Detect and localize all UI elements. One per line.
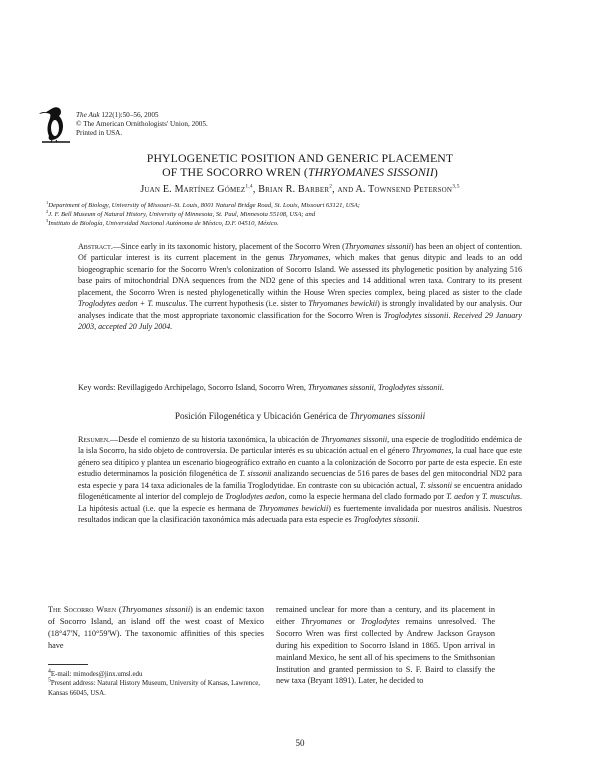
printed-in: Printed in USA. xyxy=(76,129,123,138)
resumen-species: T. sissonii xyxy=(419,480,452,490)
abstract-text: ) is strongly invalidated by our analysis. Our analyses indicate that the most appropriate taxonomic classification for the Socorro Wren is xyxy=(78,299,522,320)
body-text: ) is an endemic taxon of Socorro Island, an island off the west coast of Mexico (18°47'N, 110°59'W). The taxonomic affinities of this species have xyxy=(48,605,264,650)
body-text: ( xyxy=(116,605,122,614)
footnote-text: E-mail: mimodes@jinx.umsl.edu xyxy=(50,671,143,678)
abstract xyxy=(78,241,522,333)
affiliation xyxy=(46,210,576,219)
resumen-label: Resumen xyxy=(78,435,109,444)
author-name: Juan E. Martínez Gómez xyxy=(140,184,246,195)
keywords xyxy=(78,382,522,393)
journal-line xyxy=(76,111,208,120)
resumen-species: Thryomanes bewickii xyxy=(258,503,329,513)
copyright: © The American Ornithologists' Union, 2005. xyxy=(76,120,208,129)
title-line-2-suffix: ) xyxy=(433,165,438,179)
resumen-text: y xyxy=(473,492,483,502)
footnote xyxy=(48,679,266,698)
affiliation xyxy=(46,219,576,228)
abstract-text: Since early in its taxonomic history, placement of the Socorro Wren ( xyxy=(120,242,345,251)
author-name: A. Townsend Peterson xyxy=(355,184,453,195)
author-marks: 1,4 xyxy=(245,183,253,190)
resumen-text: , como la especie hermana del clado formado por xyxy=(284,492,447,502)
spanish-title xyxy=(30,411,570,421)
resumen-text: analizando secuencias de 516 pares de bases del gen mitocondrial ND2 para esta especie y para 14 taxa adicionales de la familia Troglodytidae. En contraste con su ubicación actual, xyxy=(78,469,522,490)
resumen-species: T. aedon xyxy=(446,492,474,502)
footnotes xyxy=(48,670,266,698)
spanish-title-text: Posición Filogenética y Ubicación Genérica de xyxy=(174,411,350,421)
resumen-species: T. musculus xyxy=(482,492,520,502)
abstract-species: Troglodytes aedon + T. musculus xyxy=(78,299,186,309)
abstract-species: Thryomanes sissonii xyxy=(344,242,411,251)
keywords-end: . xyxy=(441,383,444,392)
affiliation-mark: 2 xyxy=(46,208,49,214)
resumen-text: ) es fuertemente invalidada por nuestros análisis. Nuestros resultados indican que la clasificación taxonómica más adecuada para esta especie es xyxy=(78,503,522,525)
resumen-sep: .— xyxy=(108,435,119,444)
resumen-species: T. sissonii xyxy=(239,469,272,479)
footnote-mark: 5 xyxy=(48,678,51,685)
spanish-title-species: Thryomanes sissonii xyxy=(349,411,426,421)
affiliation-text: Instituto de Biología, Universidad Nacional Autónoma de México, D.F. 04510, México. xyxy=(48,220,279,228)
affiliation xyxy=(46,201,576,210)
abstract-species: Thryomanes xyxy=(288,253,329,263)
abstract-text: . xyxy=(448,310,454,320)
journal-issue: 122(1):50–56, 2005 xyxy=(99,111,159,119)
author-name: Brian R. Barber xyxy=(258,184,330,195)
article-title xyxy=(40,151,560,179)
affiliation-text: Department of Biology, University of Missouri–St. Louis, 8001 Natural Bridge Road, St. Louis, Missouri 63121, USA; xyxy=(48,202,360,209)
author-marks: 2 xyxy=(329,183,333,190)
keywords-text: Revillagigedo Archipelago, Socorro Island, Socorro Wren, xyxy=(117,383,308,392)
footnote xyxy=(48,670,266,679)
resumen-species: Troglodytes sissonii xyxy=(353,515,418,525)
abstract-species: Thryomanes bewickii xyxy=(308,299,378,309)
body-species: Thryomanes sissonii xyxy=(121,605,191,614)
journal-name: The Auk xyxy=(76,111,100,119)
body-text: remained unclear for more than a century, and its placement in either xyxy=(276,605,495,626)
received-dates: Received 29 January 2003, accepted 20 July 2004. xyxy=(78,310,522,332)
body-genus: Troglodytes xyxy=(360,616,400,626)
title-line-1: PHYLOGENETIC POSITION AND GENERIC PLACEMENT xyxy=(146,151,454,165)
footnote-text: Present address: Natural History Museum, University of Kansas, Lawrence, Kansas 66045, USA. xyxy=(48,680,261,697)
author-list xyxy=(30,184,570,195)
resumen-species: Thryomanes xyxy=(411,446,452,456)
abstract-text: , which makes that genus ditypic and leads to an odd biogeographic scenario for the Socorro Wren's colonization of Socorro Island. We assessed its phylogenetic position by analyzing 516 base pairs of mitochondrial DNA sequences from the ND2 gene of this species and 14 additional wren taxa. Contrary to its present placement, the Socorro Wren is nested phylogenetically within the House Wren species complex, being placed as sister to the clade xyxy=(78,253,522,297)
abstract-sep: .— xyxy=(110,242,121,251)
body-text: or xyxy=(341,616,361,626)
body-column-right xyxy=(276,604,495,687)
title-line-2 xyxy=(40,165,560,179)
footnote-mark: 4 xyxy=(48,668,51,675)
body-lead: The Socorro Wren xyxy=(48,605,117,614)
abstract-text: ) has been an object of contention. Of particular interest is its current placement in the genus xyxy=(78,242,523,263)
keyword-species: Troglodytes sissonii xyxy=(377,383,442,392)
abstract-label: Abstract xyxy=(78,242,111,251)
resumen-text: Desde el comienzo de su historia taxonómica, la ubicación de xyxy=(118,435,321,444)
abstract-species: Troglodytes sissonii xyxy=(383,310,449,320)
abstract-text: . The current hypothesis (i.e. sister to xyxy=(185,299,309,309)
journal-citation xyxy=(76,111,208,139)
page-number: 50 xyxy=(295,738,305,748)
resumen-species: Thryomanes sissonii xyxy=(320,435,388,444)
affiliations xyxy=(46,201,576,228)
keywords-label: Key words: xyxy=(78,383,118,392)
resumen-text: , una especie de troglodítido endémica de la isla Socorro, ha sido objeto de controversia. De particular interés es su ubicación actual en el género xyxy=(78,435,522,456)
resumen-text: . xyxy=(417,515,420,525)
author-separator: , and xyxy=(332,184,356,195)
footnote-rule xyxy=(48,664,88,665)
body-genus: Thryomanes xyxy=(300,616,342,626)
title-species: THRYOMANES SISSONII xyxy=(307,165,434,179)
keywords-sep: , xyxy=(373,383,378,392)
body-text: remains unresolved. The Socorro Wren was first collected by Andrew Jackson Grayson during his expedition to Socorro Island in 1865. Upon arrival in mainland Mexico, he sent all of his specimens to the Smithsonian Institution and granted permission to S. F. Baird to classify the new taxa (Bryant 1891). Later, he decided to xyxy=(276,616,495,686)
title-line-2-prefix: OF THE SOCORRO WREN ( xyxy=(162,165,308,179)
affiliation-text: J. F. Bell Museum of Natural History, University of Minnesota, St. Paul, Minnesota 55108, USA; and xyxy=(48,211,316,219)
resumen-text: , la cual hace que este género sea ditípico y plantea un escenario biogeográfico extraño en cuanto a la colonización de Socorro por parte de esta especie. En este estudio determinamos la posición filogenética de xyxy=(78,446,523,479)
author-separator: , xyxy=(252,184,259,195)
keyword-species: Thryomanes sissonii xyxy=(307,383,374,392)
auk-bird-icon xyxy=(38,104,74,144)
resumen-text: se encuentra anidado filogenéticamente al interior del complejo de xyxy=(78,480,522,502)
affiliation-mark: 1 xyxy=(46,199,49,205)
author-marks: 3,5 xyxy=(452,183,460,190)
body-column-left xyxy=(48,604,264,652)
resumen xyxy=(78,434,522,526)
resumen-text: . La hipótesis actual (i.e. que la especie es hermana de xyxy=(78,492,522,513)
resumen-species: Troglodytes aedon xyxy=(225,492,285,502)
affiliation-mark: 3 xyxy=(46,218,49,223)
